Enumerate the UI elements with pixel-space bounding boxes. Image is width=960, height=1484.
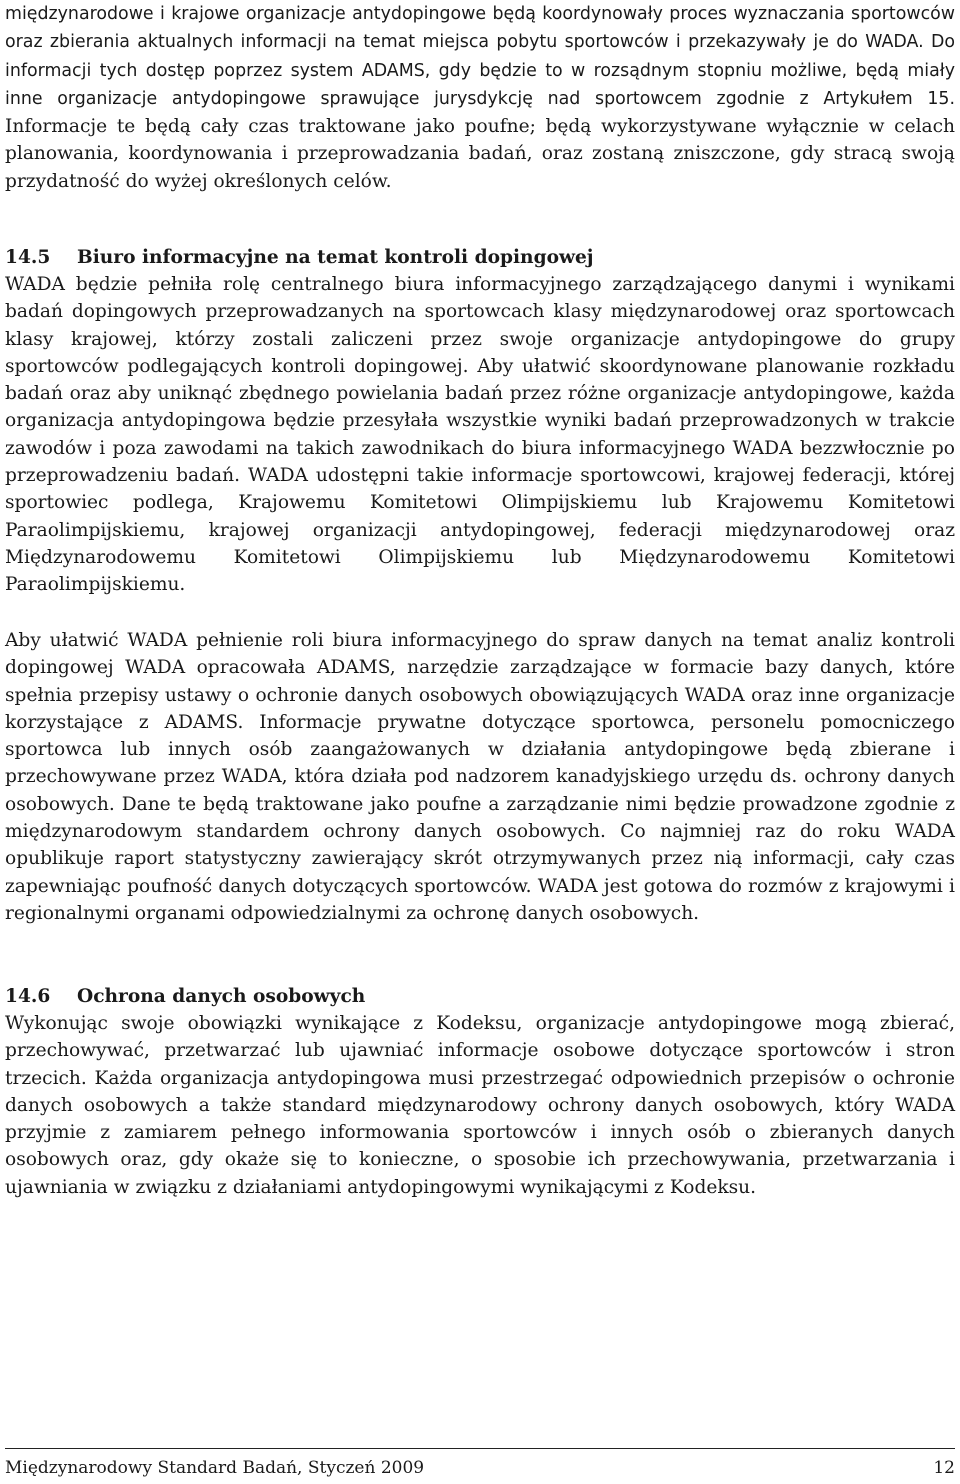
paragraph-whereabouts-serif-part: Informacje te będą cały czas traktowane jako poufne; będą wykorzystywane wyłącznie w celach planowania, koordynowania i przeprowadzania badań, oraz zostaną zniszczone, gdy stracą swoją przydatność do wyżej określonych celów.: [5, 116, 955, 192]
section-heading-14-6: [5, 983, 365, 1010]
section-title: Ochrona danych osobowych: [77, 986, 366, 1007]
paragraph-whereabouts: [5, 0, 955, 195]
paragraph-whereabouts-sans-part: międzynarodowe i krajowe organizacje antydopingowe będą koordynowały proces wyznaczania sportowców oraz zbierania aktualnych informacji na temat miejsca pobytu sportowców i przekazywały je do WADA. Do informacji tych dostęp poprzez system ADAMS, gdy będzie to w rozsądnym stopniu możliwe, będą miały inne organizacje antydopingowe sprawujące jurysdykcję nad sportowcem zgodnie z Artykułem 15.: [5, 4, 955, 109]
section-number: 14.6: [5, 986, 51, 1007]
footer-divider: [5, 1448, 955, 1449]
footer-page-number: 12: [933, 1458, 955, 1478]
paragraph-clearinghouse: WADA będzie pełniła rolę centralnego biura informacyjnego zarządzającego danymi i wynikami badań dopingowych przeprowadzanych na sportowcach klasy międzynarodowej oraz sportowcach klasy krajowej, którzy zostali zaliczeni przez swoje organizacje antydopingowe do grupy sportowców podlegających kontroli dopingowej. Aby ułatwić skoordynowane planowanie rozkładu badań oraz aby uniknąć zbędnego powielania badań przez różne organizacje antydopingowe, każda organizacja antydopingowa będzie przesyłała wszystkie wyniki badań przeprowadzonych w trakcie zawodów i poza zawodami na takich zawodnikach do biura informacyjnego WADA bezzwłocznie po przeprowadzeniu badań. WADA udostępni takie informacje sportowcowi, krajowej federacji, której sportowiec podlega, Krajowemu Komitetowi Olimpijskiemu lub Krajowemu Komitetowi Paraolimpijskiemu, krajowej organizacji antydopingowej, federacji międzynarodowej oraz Międzynarodowemu Komitetowi Olimpijskiemu lub Międzynarodowemu Komitetowi Paraolimpijskiemu.: [5, 274, 955, 596]
footer-document-title: Międzynarodowy Standard Badań, Styczeń 2009: [5, 1458, 425, 1478]
section-number: 14.5: [5, 247, 51, 268]
section-title: Biuro informacyjne na temat kontroli dopingowej: [77, 247, 594, 268]
paragraph-adams: Aby ułatwić WADA pełnienie roli biura informacyjnego do spraw danych na temat analiz kontroli dopingowej WADA opracowała ADAMS, narzędzie zarządzające w formacie bazy danych, które spełnia przepisy ustawy o ochronie danych osobowych obowiązujących WADA oraz inne organizacje korzystające z ADAMS. Informacje prywatne dotyczące sportowca, personelu pomocniczego sportowca lub innych osób zaangażowanych w działania antydopingowe będą zbierane i przechowywane przez WADA, która działa pod nadzorem kanadyjskiego urzędu ds. ochrony danych osobowych. Dane te będą traktowane jako poufne a zarządzanie nimi będzie prowadzone zgodnie z międzynarodowym standardem ochrony danych osobowych. Co najmniej raz do roku WADA opublikuje raport statystyczny zawierający skrót otrzymywanych przez nią informacji, cały czas zapewniając poufność danych dotyczących sportowców. WADA jest gotowa do rozmów z krajowymi i regionalnymi organami odpowiedzialnymi za ochronę danych osobowych.: [5, 630, 955, 924]
section-heading-14-5: [5, 244, 594, 271]
paragraph-data-protection: Wykonując swoje obowiązki wynikające z Kodeksu, organizacje antydopingowe mogą zbierać, przechowywać, przetwarzać lub ujawniać informacje osobowe dotyczące sportowców i stron trzecich. Każda organizacja antydopingowa musi przestrzegać odpowiednich przepisów o ochronie danych osobowych a także standard międzynarodowy ochrony danych osobowych, który WADA przyjmie z zamiarem pełnego informowania sportowców i innych osób o zbieranych danych osobowych oraz, gdy okaże się to konieczne, o sposobie ich przechowywania, przetwarzania i ujawniania w związku z działaniami antydopingowymi wynikającymi z Kodeksu.: [5, 1013, 955, 1198]
